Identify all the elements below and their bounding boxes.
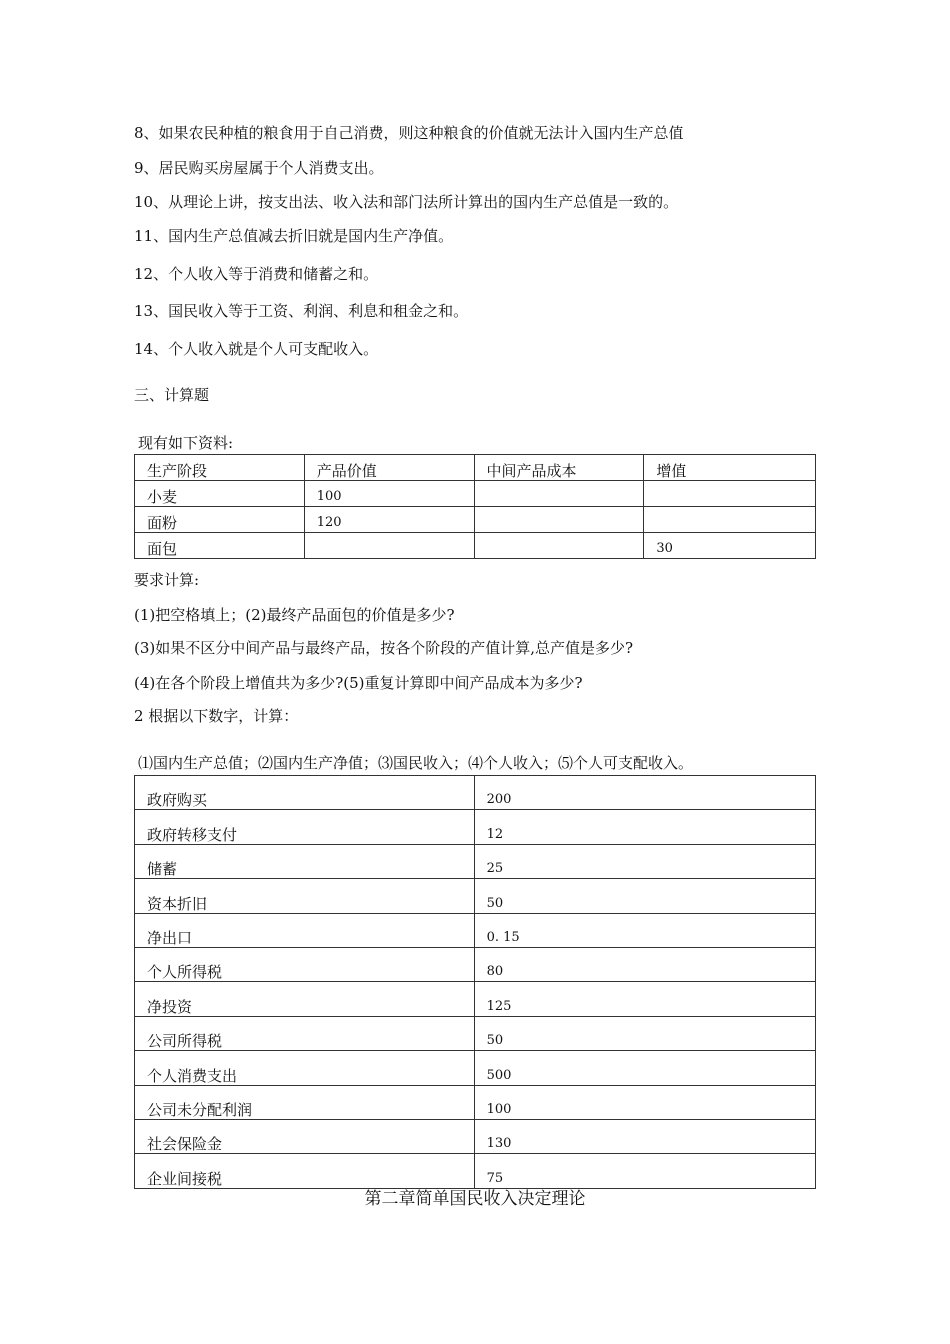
item-cell: 储蓄 bbox=[135, 844, 475, 878]
item-cell: 政府转移支付 bbox=[135, 810, 475, 844]
value-cell: 12 bbox=[474, 810, 815, 844]
q2-tasks: ⑴国内生产总值；⑵国内生产净值；⑶国民收入；⑷个人收入；⑸个人可支配收入。 bbox=[138, 754, 694, 772]
production-stage-table bbox=[134, 454, 816, 559]
question-line: (1)把空格填上；(2)最终产品面包的价值是多少? bbox=[134, 606, 455, 624]
value-cell: 200 bbox=[474, 776, 815, 810]
value-cell: 50 bbox=[474, 1016, 815, 1050]
table-row bbox=[135, 533, 816, 559]
judgement-item-12: 12、个人收入等于消费和储蓄之和。 bbox=[134, 265, 379, 283]
table-row bbox=[135, 1051, 816, 1085]
item-cell: 企业间接税 bbox=[135, 1154, 475, 1188]
q1-intro: 现有如下资料: bbox=[138, 434, 234, 452]
value-cell: 500 bbox=[474, 1051, 815, 1085]
table-row bbox=[135, 947, 816, 981]
judgement-item-8: 8、如果农民种植的粮食用于自己消费，则这种粮食的价值就无法计入国内生产总值 bbox=[134, 124, 684, 142]
table-row bbox=[135, 481, 816, 507]
national-income-data-table bbox=[134, 775, 816, 1189]
table-cell: 小麦 bbox=[135, 481, 305, 507]
section-title: 三、计算题 bbox=[134, 386, 210, 404]
table-row bbox=[135, 982, 816, 1016]
item-cell: 净投资 bbox=[135, 982, 475, 1016]
q2-intro: 2 根据以下数字，计算： bbox=[134, 707, 299, 725]
table-row bbox=[135, 1016, 816, 1050]
value-cell: 0. 15 bbox=[474, 913, 815, 947]
value-cell: 80 bbox=[474, 947, 815, 981]
table-cell bbox=[474, 507, 644, 533]
header-cell: 中间产品成本 bbox=[474, 455, 644, 481]
requirements-label: 要求计算: bbox=[134, 571, 200, 589]
item-cell: 政府购买 bbox=[135, 776, 475, 810]
item-cell: 个人消费支出 bbox=[135, 1051, 475, 1085]
table-cell: 100 bbox=[304, 481, 474, 507]
table-cell bbox=[474, 481, 644, 507]
table-row bbox=[135, 844, 816, 878]
chapter-title: 第二章简单国民收入决定理论 bbox=[364, 1189, 586, 1209]
item-cell: 个人所得税 bbox=[135, 947, 475, 981]
header-cell: 产品价值 bbox=[304, 455, 474, 481]
question-line: (3)如果不区分中间产品与最终产品，按各个阶段的产值计算,总产值是多少? bbox=[134, 639, 634, 657]
judgement-item-14: 14、个人收入就是个人可支配收入。 bbox=[134, 340, 379, 358]
value-cell: 25 bbox=[474, 844, 815, 878]
table-cell: 120 bbox=[304, 507, 474, 533]
header-cell: 增值 bbox=[644, 455, 816, 481]
item-cell: 资本折旧 bbox=[135, 879, 475, 913]
table-cell bbox=[644, 481, 816, 507]
question-line: (4)在各个阶段上增值共为多少?(5)重复计算即中间产品成本为多少? bbox=[134, 674, 583, 692]
item-cell: 公司未分配利润 bbox=[135, 1085, 475, 1119]
table-row bbox=[135, 879, 816, 913]
value-cell: 75 bbox=[474, 1154, 815, 1188]
judgement-item-10: 10、从理论上讲，按支出法、收入法和部门法所计算出的国内生产总值是一致的。 bbox=[134, 193, 679, 211]
table-row bbox=[135, 507, 816, 533]
table-cell bbox=[644, 507, 816, 533]
value-cell: 125 bbox=[474, 982, 815, 1016]
judgement-item-13: 13、国民收入等于工资、利润、利息和租金之和。 bbox=[134, 302, 469, 320]
item-cell: 公司所得税 bbox=[135, 1016, 475, 1050]
table-cell: 面粉 bbox=[135, 507, 305, 533]
judgement-item-9: 9、居民购买房屋属于个人消费支出。 bbox=[134, 159, 384, 177]
table-row bbox=[135, 810, 816, 844]
value-cell: 50 bbox=[474, 879, 815, 913]
value-cell: 130 bbox=[474, 1119, 815, 1153]
table-cell bbox=[304, 533, 474, 559]
item-cell: 社会保险金 bbox=[135, 1119, 475, 1153]
table-row bbox=[135, 1119, 816, 1153]
table-cell: 30 bbox=[644, 533, 816, 559]
value-cell: 100 bbox=[474, 1085, 815, 1119]
judgement-item-11: 11、国内生产总值减去折旧就是国内生产净值。 bbox=[134, 227, 454, 245]
table-cell: 面包 bbox=[135, 533, 305, 559]
table-row bbox=[135, 776, 816, 810]
item-cell: 净出口 bbox=[135, 913, 475, 947]
table-cell bbox=[474, 533, 644, 559]
table-header-row bbox=[135, 455, 816, 481]
table-row bbox=[135, 1085, 816, 1119]
table-row bbox=[135, 913, 816, 947]
header-cell: 生产阶段 bbox=[135, 455, 305, 481]
table-row bbox=[135, 1154, 816, 1188]
